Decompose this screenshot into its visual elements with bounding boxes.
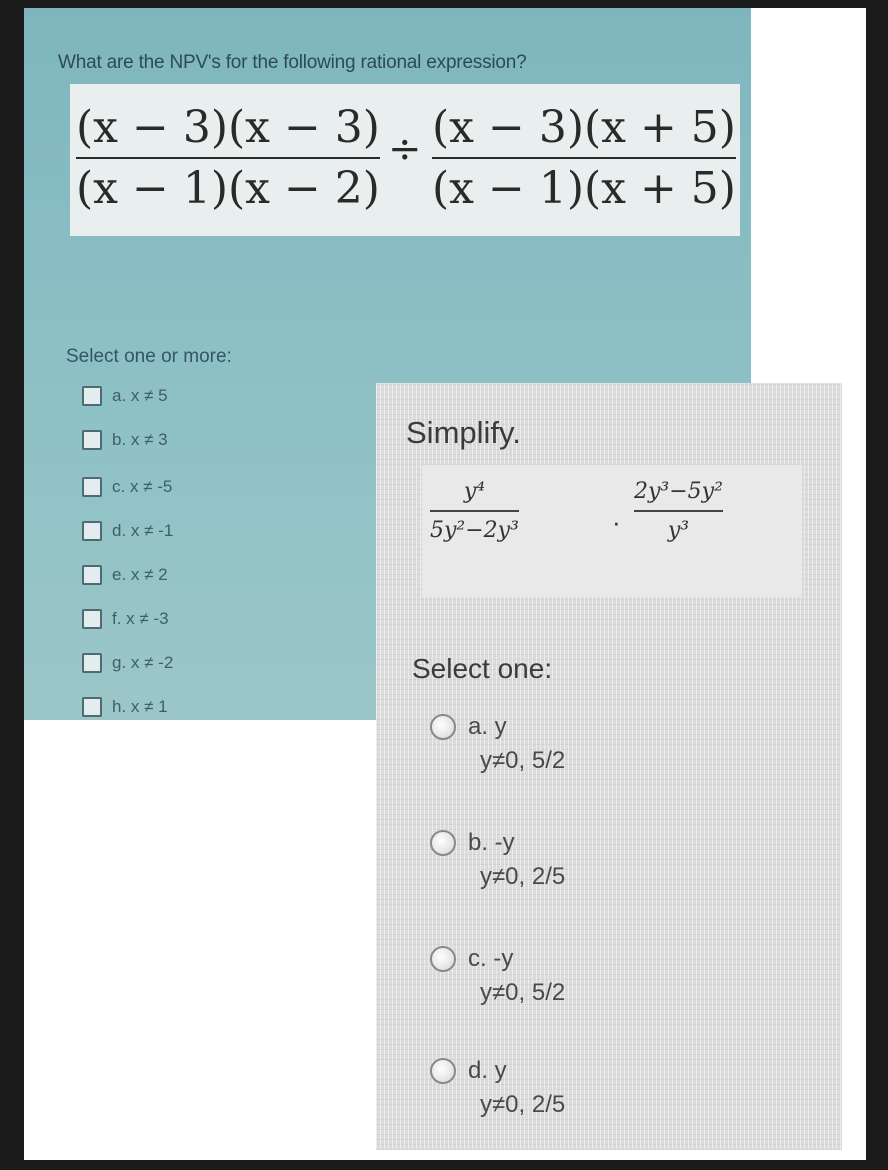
option-restriction: y≠0, 5/2 xyxy=(480,979,566,1006)
numerator: (x − 3)(x − 3) xyxy=(76,102,380,153)
radio-button[interactable] xyxy=(430,946,456,972)
checkbox[interactable] xyxy=(82,386,102,406)
option-a[interactable] xyxy=(82,386,168,406)
option-h[interactable] xyxy=(82,697,168,717)
option-d[interactable] xyxy=(430,1057,565,1119)
option-label: f. x ≠ -3 xyxy=(112,609,169,628)
option-d[interactable] xyxy=(82,521,173,541)
option-f[interactable] xyxy=(82,609,169,629)
question-prompt: What are the NPV's for the following rational expression? xyxy=(58,52,527,73)
option-g[interactable] xyxy=(82,653,173,673)
checkbox[interactable] xyxy=(82,609,102,629)
option-b[interactable] xyxy=(82,430,168,450)
denominator: (x − 1)(x + 5) xyxy=(432,163,736,214)
select-instruction: Select one or more: xyxy=(66,346,232,367)
option-label: h. x ≠ 1 xyxy=(112,697,168,716)
option-label: d. x ≠ -1 xyxy=(112,521,174,540)
numerator: 2y³−5y² xyxy=(634,479,723,504)
option-b[interactable] xyxy=(430,829,565,891)
option-label: d. y xyxy=(468,1057,507,1084)
rational-expression xyxy=(70,84,740,236)
option-label: b. -y xyxy=(468,829,515,856)
option-c[interactable] xyxy=(82,477,172,497)
denominator: 5y²−2y³ xyxy=(430,518,519,543)
fraction-right xyxy=(432,102,736,214)
option-restriction: y≠0, 2/5 xyxy=(480,1091,566,1118)
fraction-bar xyxy=(432,157,736,159)
checkbox[interactable] xyxy=(82,653,102,673)
checkbox[interactable] xyxy=(82,565,102,585)
option-c[interactable] xyxy=(430,945,565,1007)
question-title: Simplify. xyxy=(406,415,521,450)
option-label: c. -y xyxy=(468,945,514,972)
option-label: a. y xyxy=(468,713,507,740)
radio-button[interactable] xyxy=(430,714,456,740)
option-label: e. x ≠ 2 xyxy=(112,565,168,584)
option-label: b. x ≠ 3 xyxy=(112,430,168,449)
option-e[interactable] xyxy=(82,565,168,585)
radio-button[interactable] xyxy=(430,1058,456,1084)
option-label: g. x ≠ -2 xyxy=(112,653,174,672)
simplify-question-panel xyxy=(376,383,842,1150)
numerator: (x − 3)(x + 5) xyxy=(432,102,736,153)
checkbox[interactable] xyxy=(82,697,102,717)
checkbox[interactable] xyxy=(82,477,102,497)
expression xyxy=(422,465,802,597)
checkbox[interactable] xyxy=(82,430,102,450)
radio-button[interactable] xyxy=(430,830,456,856)
checkbox[interactable] xyxy=(82,521,102,541)
option-label: c. x ≠ -5 xyxy=(112,477,173,496)
fraction-bar xyxy=(634,510,723,512)
fraction-bar xyxy=(76,157,380,159)
fraction-right xyxy=(634,479,723,543)
multiplication-dot: · xyxy=(612,507,621,537)
division-symbol: ÷ xyxy=(388,126,422,172)
select-instruction: Select one: xyxy=(412,653,553,684)
option-restriction: y≠0, 5/2 xyxy=(480,747,566,774)
option-restriction: y≠0, 2/5 xyxy=(480,863,566,890)
fraction-left xyxy=(76,102,380,214)
option-a[interactable] xyxy=(430,713,565,775)
option-label: a. x ≠ 5 xyxy=(112,386,168,405)
fraction-left xyxy=(430,479,519,543)
denominator: y³ xyxy=(667,518,690,543)
numerator: y⁴ xyxy=(463,479,486,504)
denominator: (x − 1)(x − 2) xyxy=(76,163,380,214)
fraction-bar xyxy=(430,510,519,512)
